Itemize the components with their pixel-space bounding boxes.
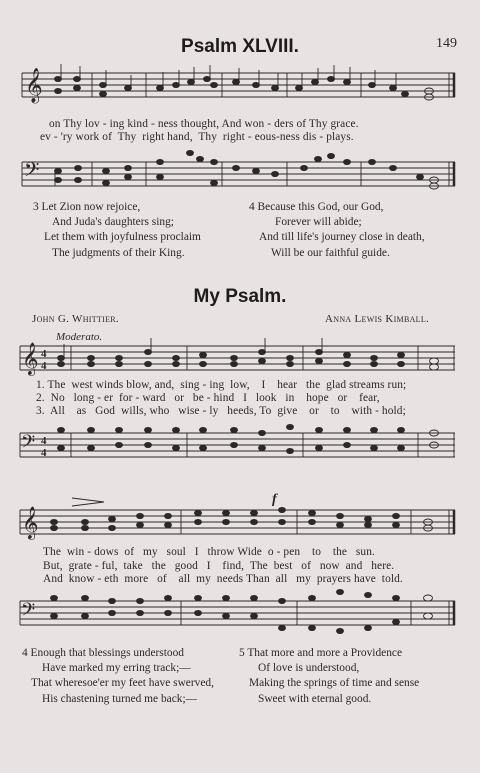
- hymn2-composer: Anna Lewis Kimball.: [325, 313, 430, 325]
- hymn2-tempo: Moderato.: [56, 331, 103, 343]
- svg-text:𝄢: 𝄢: [21, 599, 36, 624]
- svg-text:4: 4: [41, 360, 47, 372]
- hymn1-lyric-line-2: ev - 'ry work of Thy right hand, Thy right - eous-ness dis - plays.: [40, 131, 354, 143]
- hymn1-lyric-line-1: on Thy lov - ing kind - ness thought, And won - ders of Thy grace.: [49, 118, 359, 130]
- svg-text:𝄢: 𝄢: [21, 431, 36, 456]
- page-number: 149: [436, 36, 457, 51]
- hymn2-lyric-verse-3-cont: And know - eth more of all my needs Than all my prayers have told.: [43, 573, 403, 585]
- svg-text:4: 4: [41, 447, 47, 459]
- verse-line: 4 Enough that blessings understood: [22, 647, 184, 659]
- verse-line: Making the springs of time and sense: [249, 677, 420, 690]
- verse-line: Have marked my erring track;—: [42, 662, 191, 675]
- svg-text:4: 4: [41, 348, 47, 360]
- verse-line: And Juda's daughters sing;: [52, 216, 174, 229]
- dynamic-forte-mark: f: [272, 492, 277, 507]
- hymn2-verse-4: [22, 646, 214, 707]
- verse-line: Forever will abide;: [275, 216, 362, 229]
- hymn2-lyric-verse-2-cont: But, grate - ful, take the good I find, The best of now and here.: [43, 560, 395, 572]
- hymn2-lyric-verse-2: 2. No long - er for - ward or be - hind I look in hope or fear,: [36, 392, 380, 404]
- verse-line: That wheresoe'er my feet have swerved,: [31, 677, 214, 690]
- verse-line: 5 That more and more a Providence: [239, 647, 403, 659]
- verse-line: And till life's journey close in death,: [259, 231, 425, 244]
- hymn2-lyric-verse-1: 1. The west winds blow, and, sing - ing low, I hear the glad streams run;: [36, 379, 407, 391]
- verse-line: Will be our faithful guide.: [271, 246, 390, 259]
- hymn2-lyric-verse-3: 3. All as God wills, who wise - ly heeds, To give or to with - hold;: [36, 405, 406, 417]
- svg-text:𝄞: 𝄞: [22, 344, 39, 375]
- verse-line: Let them with joyfulness proclaim: [44, 231, 201, 244]
- hymn2-lyric-verse-1-cont: The win - dows of my soul I throw Wide o - pen to the sun.: [43, 546, 375, 558]
- svg-text:4: 4: [41, 435, 47, 447]
- svg-text:𝄞: 𝄞: [25, 69, 43, 102]
- hymn1-title: Psalm XLVIII.: [181, 36, 299, 57]
- verse-line: The judgments of their King.: [52, 246, 185, 259]
- verse-line: His chastening turned me back;—: [42, 692, 197, 705]
- verse-line: Of love is understood,: [258, 662, 360, 675]
- hymn2-author: John G. Whittier.: [32, 313, 119, 325]
- hymn2-verse-5: [239, 646, 419, 707]
- hymn2-title: My Psalm.: [193, 286, 287, 307]
- verse-line: Sweet with eternal good.: [258, 692, 372, 705]
- verse-line: 3 Let Zion now rejoice,: [33, 201, 141, 213]
- verse-line: 4 Because this God, our God,: [249, 201, 384, 213]
- svg-text:𝄢: 𝄢: [24, 160, 40, 186]
- svg-text:𝄞: 𝄞: [22, 508, 39, 539]
